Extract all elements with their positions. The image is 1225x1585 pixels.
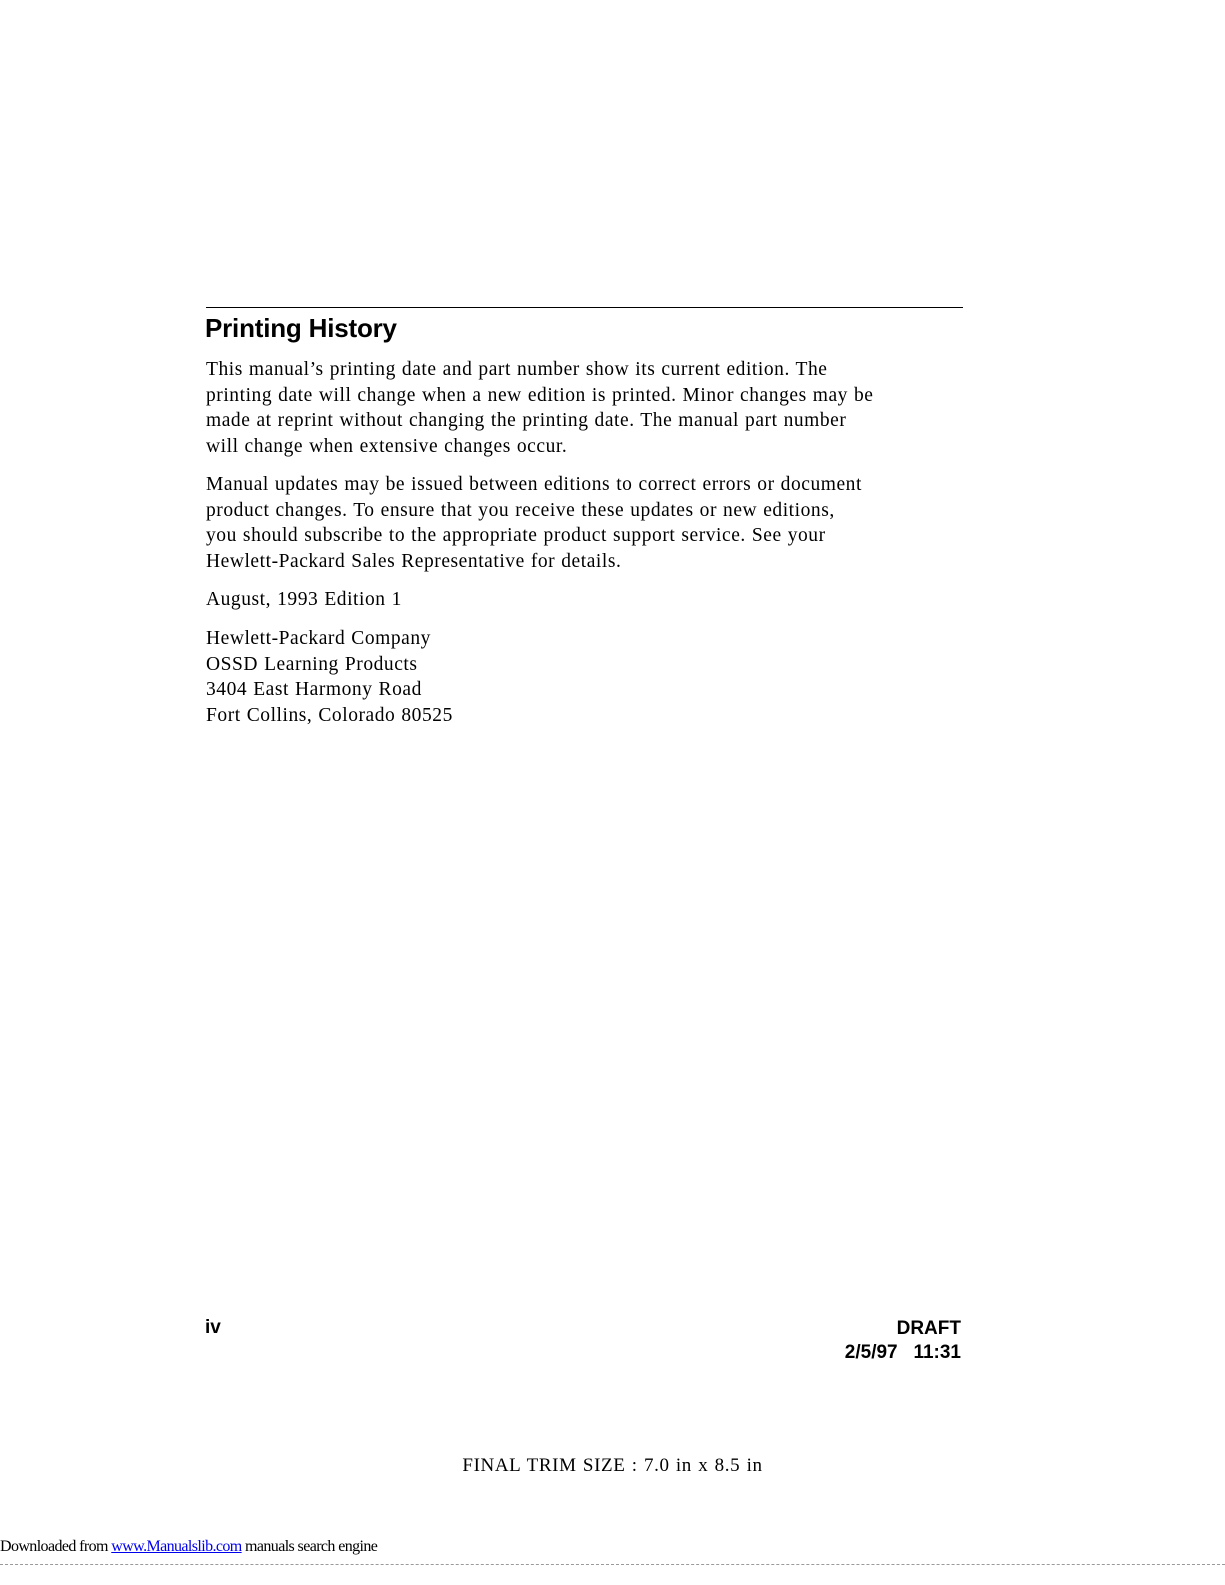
page-number: iv xyxy=(205,1317,221,1338)
paragraph-printing-date xyxy=(206,357,966,459)
address-line: Fort Collins, Colorado 80525 xyxy=(206,704,453,726)
paragraph-line: made at reprint without changing the printing date. The manual part number xyxy=(206,410,847,432)
edition-line: August, 1993 Edition 1 xyxy=(206,589,402,610)
paragraph-line: printing date will change when a new edition is printed. Minor changes may be xyxy=(206,384,874,406)
source-prefix: Downloaded from xyxy=(0,1538,112,1555)
address-line: Hewlett-Packard Company xyxy=(206,628,431,649)
paragraph-line: Manual updates may be issued between editions to correct errors or document xyxy=(206,474,862,495)
edition-info xyxy=(206,587,966,613)
heading-rule xyxy=(206,307,963,308)
draft-stamp xyxy=(845,1317,961,1365)
paragraph-line: you should subscribe to the appropriate product support service. See your xyxy=(206,525,826,547)
page-title: Printing History xyxy=(205,313,397,343)
paragraph-manual-updates xyxy=(206,472,966,574)
download-source-bar xyxy=(0,1538,1225,1562)
draft-label: DRAFT xyxy=(896,1318,961,1339)
paragraph-line: This manual’s printing date and part number show its current edition. The xyxy=(206,359,828,380)
paragraph-line: Hewlett-Packard Sales Representative for details. xyxy=(206,550,622,572)
company-address xyxy=(206,626,966,728)
source-suffix: manuals search engine xyxy=(241,1538,378,1555)
paragraph-line: will change when extensive changes occur. xyxy=(206,435,568,457)
trim-size-note: FINAL TRIM SIZE : 7.0 in x 8.5 in xyxy=(462,1455,763,1476)
bottom-dashed-divider xyxy=(0,1564,1225,1565)
address-line: OSSD Learning Products xyxy=(206,653,418,675)
address-line: 3404 East Harmony Road xyxy=(206,679,422,701)
draft-date-time: 2/5/97 11:31 xyxy=(844,1342,961,1363)
manualslib-link[interactable]: www.Manualslib.com xyxy=(111,1538,242,1555)
paragraph-line: product changes. To ensure that you receive these updates or new editions, xyxy=(206,499,835,521)
